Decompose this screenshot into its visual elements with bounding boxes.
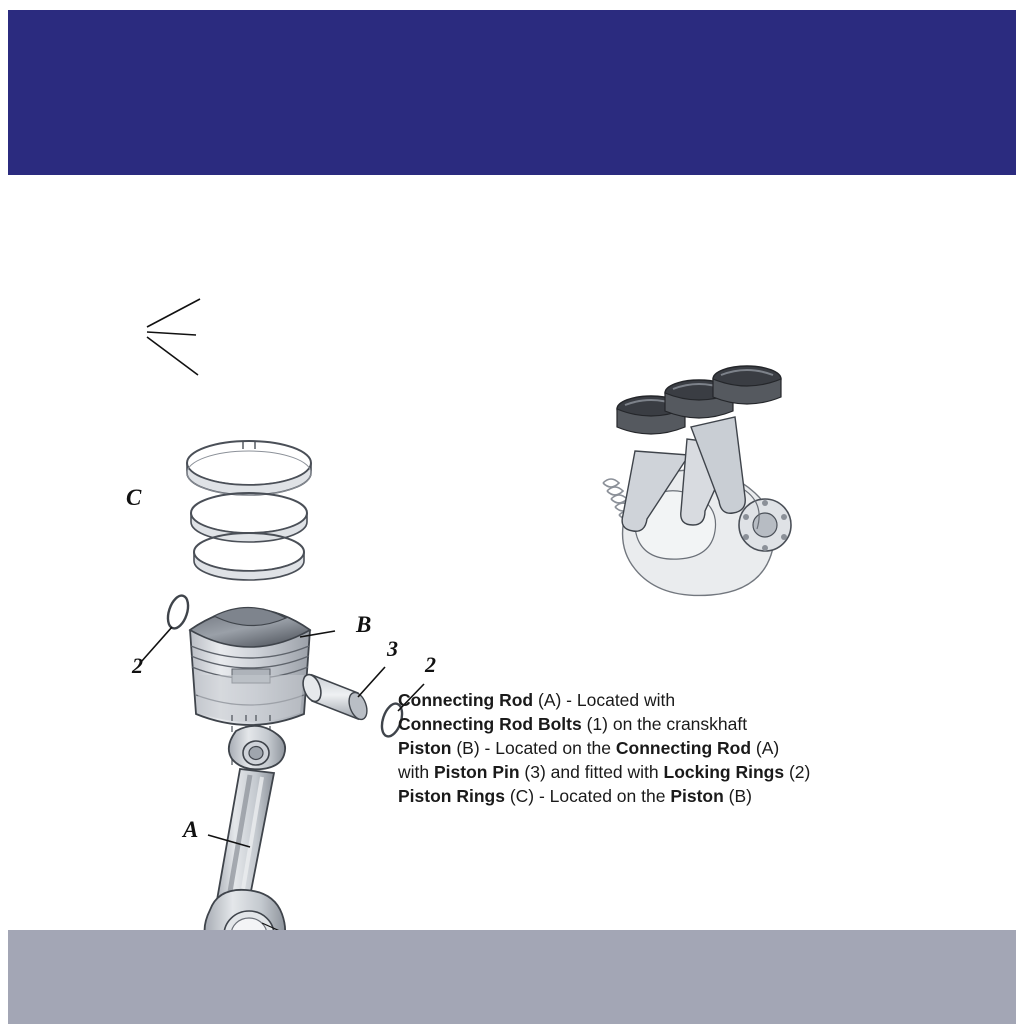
callout-label-A: A — [183, 817, 199, 842]
diagram-area — [0, 175, 1024, 930]
caption-text-4b: (3) and fitted with — [519, 762, 664, 782]
caption-line-1 — [398, 688, 868, 712]
callout-label-C: C — [126, 485, 142, 510]
caption-text-4a: with — [398, 762, 434, 782]
callout-label-3: 3 — [387, 636, 398, 661]
caption-term-locking-rings: Locking Rings — [663, 762, 785, 782]
caption-term-connecting-rod-bolts: Connecting Rod Bolts — [398, 714, 582, 734]
piston-rings-group — [187, 441, 311, 580]
caption-text-5b: (B) — [723, 786, 753, 806]
caption-term-piston-pin: Piston Pin — [433, 762, 520, 782]
footer-bar — [8, 930, 1016, 1024]
caption-term-connecting-rod: Connecting Rod — [398, 690, 534, 710]
crankshaft-assembly-illustration — [603, 366, 791, 595]
piston-pin-group — [300, 672, 371, 722]
locking-ring-left — [164, 593, 192, 631]
callout-lines-C — [147, 299, 200, 375]
title-banner — [8, 10, 1016, 175]
caption-text-2: (1) on the cranskhaft — [581, 714, 748, 734]
caption-line-5 — [398, 784, 868, 808]
callout-label-2-left: 2 — [132, 653, 143, 678]
callout-label-B: B — [356, 612, 372, 637]
caption-line-3 — [398, 736, 868, 760]
caption-text-5a: (C) - Located on the — [504, 786, 671, 806]
caption-line-2 — [398, 712, 868, 736]
caption-block — [398, 688, 868, 808]
caption-term-piston: Piston — [398, 738, 452, 758]
caption-text-1: (A) - Located with — [533, 690, 676, 710]
caption-text-3a: (B) - Located on the — [451, 738, 616, 758]
caption-line-4 — [398, 760, 868, 784]
caption-term-connecting-rod-2: Connecting Rod — [615, 738, 752, 758]
caption-term-piston-rings: Piston Rings — [398, 786, 505, 806]
caption-text-3b: (A) — [751, 738, 780, 758]
callout-label-2-right: 2 — [425, 652, 436, 677]
exploded-diagram-svg — [0, 175, 1024, 930]
caption-term-piston-2: Piston — [670, 786, 724, 806]
caption-text-4c: (2) — [784, 762, 811, 782]
